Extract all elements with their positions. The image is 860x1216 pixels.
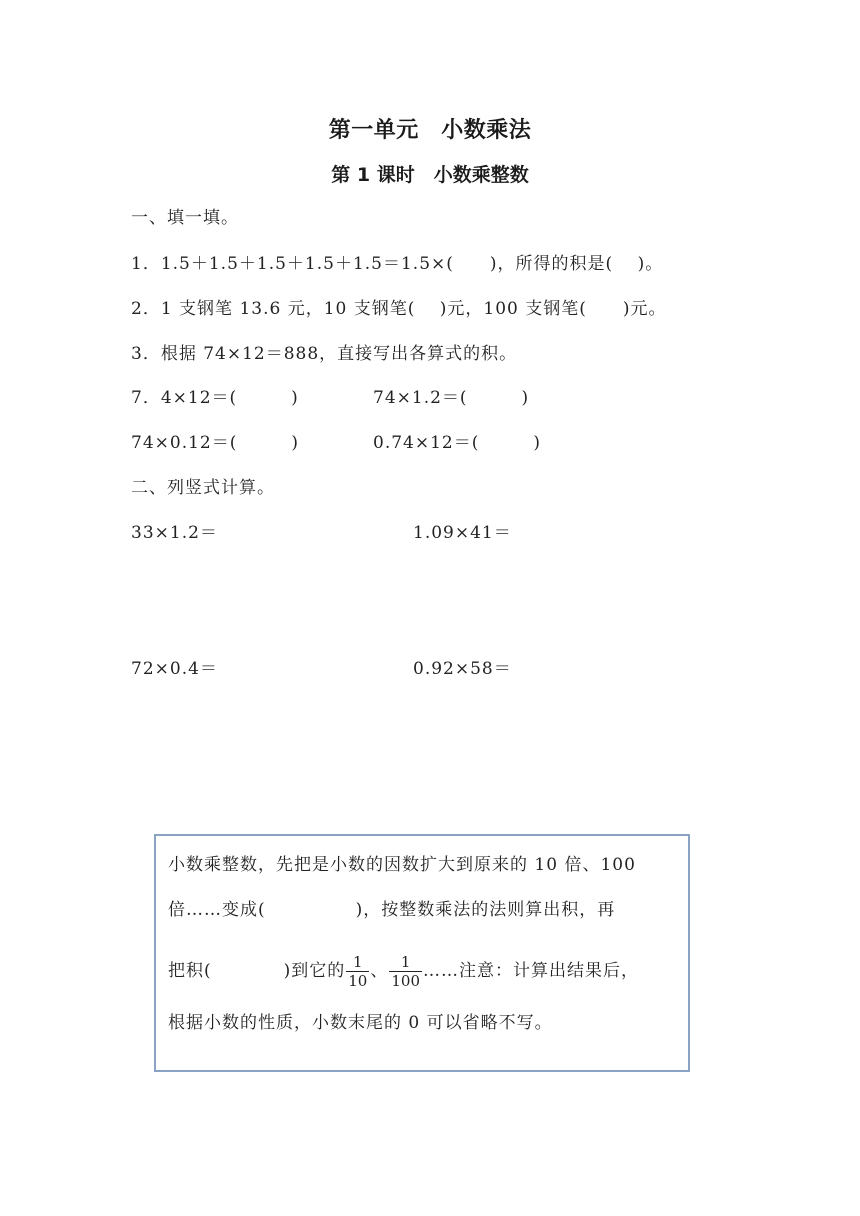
fraction-one-hundredth-numerator: 1	[389, 953, 422, 972]
question-3d: 0.74×12＝( )	[373, 433, 541, 453]
fraction-one-hundredth-denominator: 100	[391, 972, 420, 990]
question-1: 1．1.5＋1.5＋1.5＋1.5＋1.5＝1.5×( )，所得的积是( )。	[131, 254, 664, 274]
problem-4: 0.92×58＝	[413, 659, 512, 679]
question-3c: 74×0.12＝( )	[131, 433, 299, 453]
note-line-2: 倍……变成( )，按整数乘法的法则算出积，再	[168, 900, 616, 920]
problem-3: 72×0.4＝	[131, 659, 218, 679]
fraction-one-hundredth	[389, 953, 422, 990]
section2-heading: 二、列竖式计算。	[131, 478, 275, 498]
fraction-one-tenth-numerator: 1	[346, 953, 369, 972]
fraction-one-tenth-denominator: 10	[348, 972, 368, 990]
question-3: 3．根据 74×12＝888，直接写出各算式的积。	[131, 344, 518, 364]
problem-2: 1.09×41＝	[413, 523, 512, 543]
note-line-4: 根据小数的性质，小数末尾的 0 可以省略不写。	[168, 1013, 553, 1033]
question-2: 2．1 支钢笔 13.6 元，10 支钢笔( )元，100 支钢笔( )元。	[131, 299, 667, 319]
note-line-3-separator: 、	[370, 961, 389, 981]
note-line-1: 小数乘整数，先把是小数的因数扩大到原来的 10 倍、100	[168, 855, 636, 875]
lesson-subtitle: 第 1 课时 小数乘整数	[331, 164, 529, 186]
fraction-one-tenth	[346, 953, 369, 990]
page-title: 第一单元 小数乘法	[328, 118, 532, 143]
section1-heading: 一、填一填。	[131, 208, 239, 228]
note-line-3-start: 把积( )到它的	[168, 961, 346, 981]
question-3b: 74×1.2＝( )	[373, 388, 530, 408]
note-line-3	[168, 953, 639, 990]
question-3a: 7．4×12＝( )	[131, 388, 299, 408]
problem-1: 33×1.2＝	[131, 523, 218, 543]
note-line-3-end: ……注意：计算出结果后，	[423, 961, 639, 981]
